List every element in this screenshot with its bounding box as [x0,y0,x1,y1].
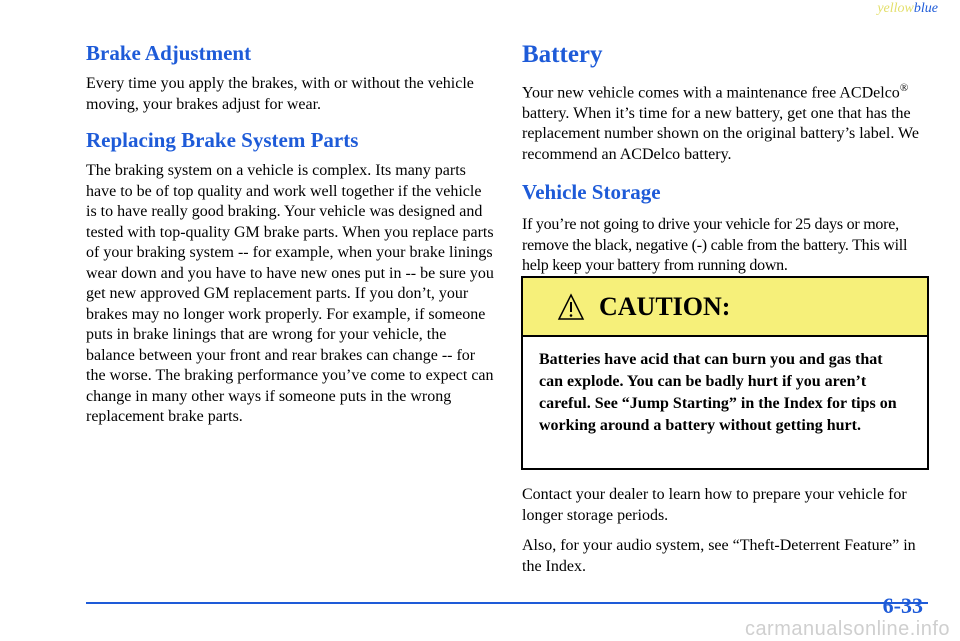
caution-text: Batteries have acid that can burn you and gas that can explode. You can be badly hurt if you aren’t careful. See “Jump Starting” in the Index for tips on working around a battery without getting hurt. [539,351,897,434]
footer-rule [86,602,928,604]
watermark: carmanualsonline.info [744,618,950,640]
caution-title: CAUTION: [599,291,731,321]
paragraph-battery [522,78,934,165]
heading-vehicle-storage: Vehicle Storage [522,180,661,205]
right-column [522,40,934,277]
page-number: 6-33 [882,593,923,618]
registered-mark: ® [899,82,909,94]
battery-text-2: battery. When it’s time for a new battery, get one that has the replacement number shown on the original battery’s label. We recommend an ACDelco battery. [522,104,919,163]
heading-brake-adjustment: Brake Adjustment [86,41,252,65]
after-caution-text [522,485,934,577]
paragraph-vehicle-storage: If you’re not going to drive your vehicle for 25 days or more, remove the black, negative (-) cable from the battery. This will help keep your battery from running down. [522,216,908,275]
tag-blue: blue [913,1,938,16]
header-color-tag [877,1,938,17]
caution-header [523,278,927,337]
tag-yellow: yellow [877,1,914,16]
heading-battery: Battery [522,41,603,68]
heading-replacing-brake-parts: Replacing Brake System Parts [86,128,359,152]
paragraph-replacing-brake-parts: The braking system on a vehicle is complex. Its many parts have to be of top quality and work well together if the vehicle is to have really good braking. Your vehicle was designed and tested with top-quality GM brake parts. When you replace parts of your braking system -- for example, when your brake linings wear down and you have to have new ones put in -- be sure you get new approved GM replacement parts. If you don’t, your brakes may no longer work properly. For example, if someone puts in brake linings that are wrong for your vehicle, the balance between your front and rear brakes can change -- for the worse. The braking performance you’ve come to expect can change in many other ways if someone puts in the wrong replacement brake parts. [86,162,494,425]
paragraph-audio-system: Also, for your audio system, see “Theft-Deterrent Feature” in the Index. [522,537,916,575]
battery-text-1: Your new vehicle comes with a maintenance free ACDelco [522,84,900,102]
paragraph-contact-dealer: Contact your dealer to learn how to prepare your vehicle for longer storage periods. [522,486,907,524]
left-column [86,40,496,428]
warning-triangle-icon [557,293,585,321]
paragraph-brake-adjustment: Every time you apply the brakes, with or without the vehicle moving, your brakes adjust for wear. [86,75,474,113]
caution-box [521,276,929,470]
